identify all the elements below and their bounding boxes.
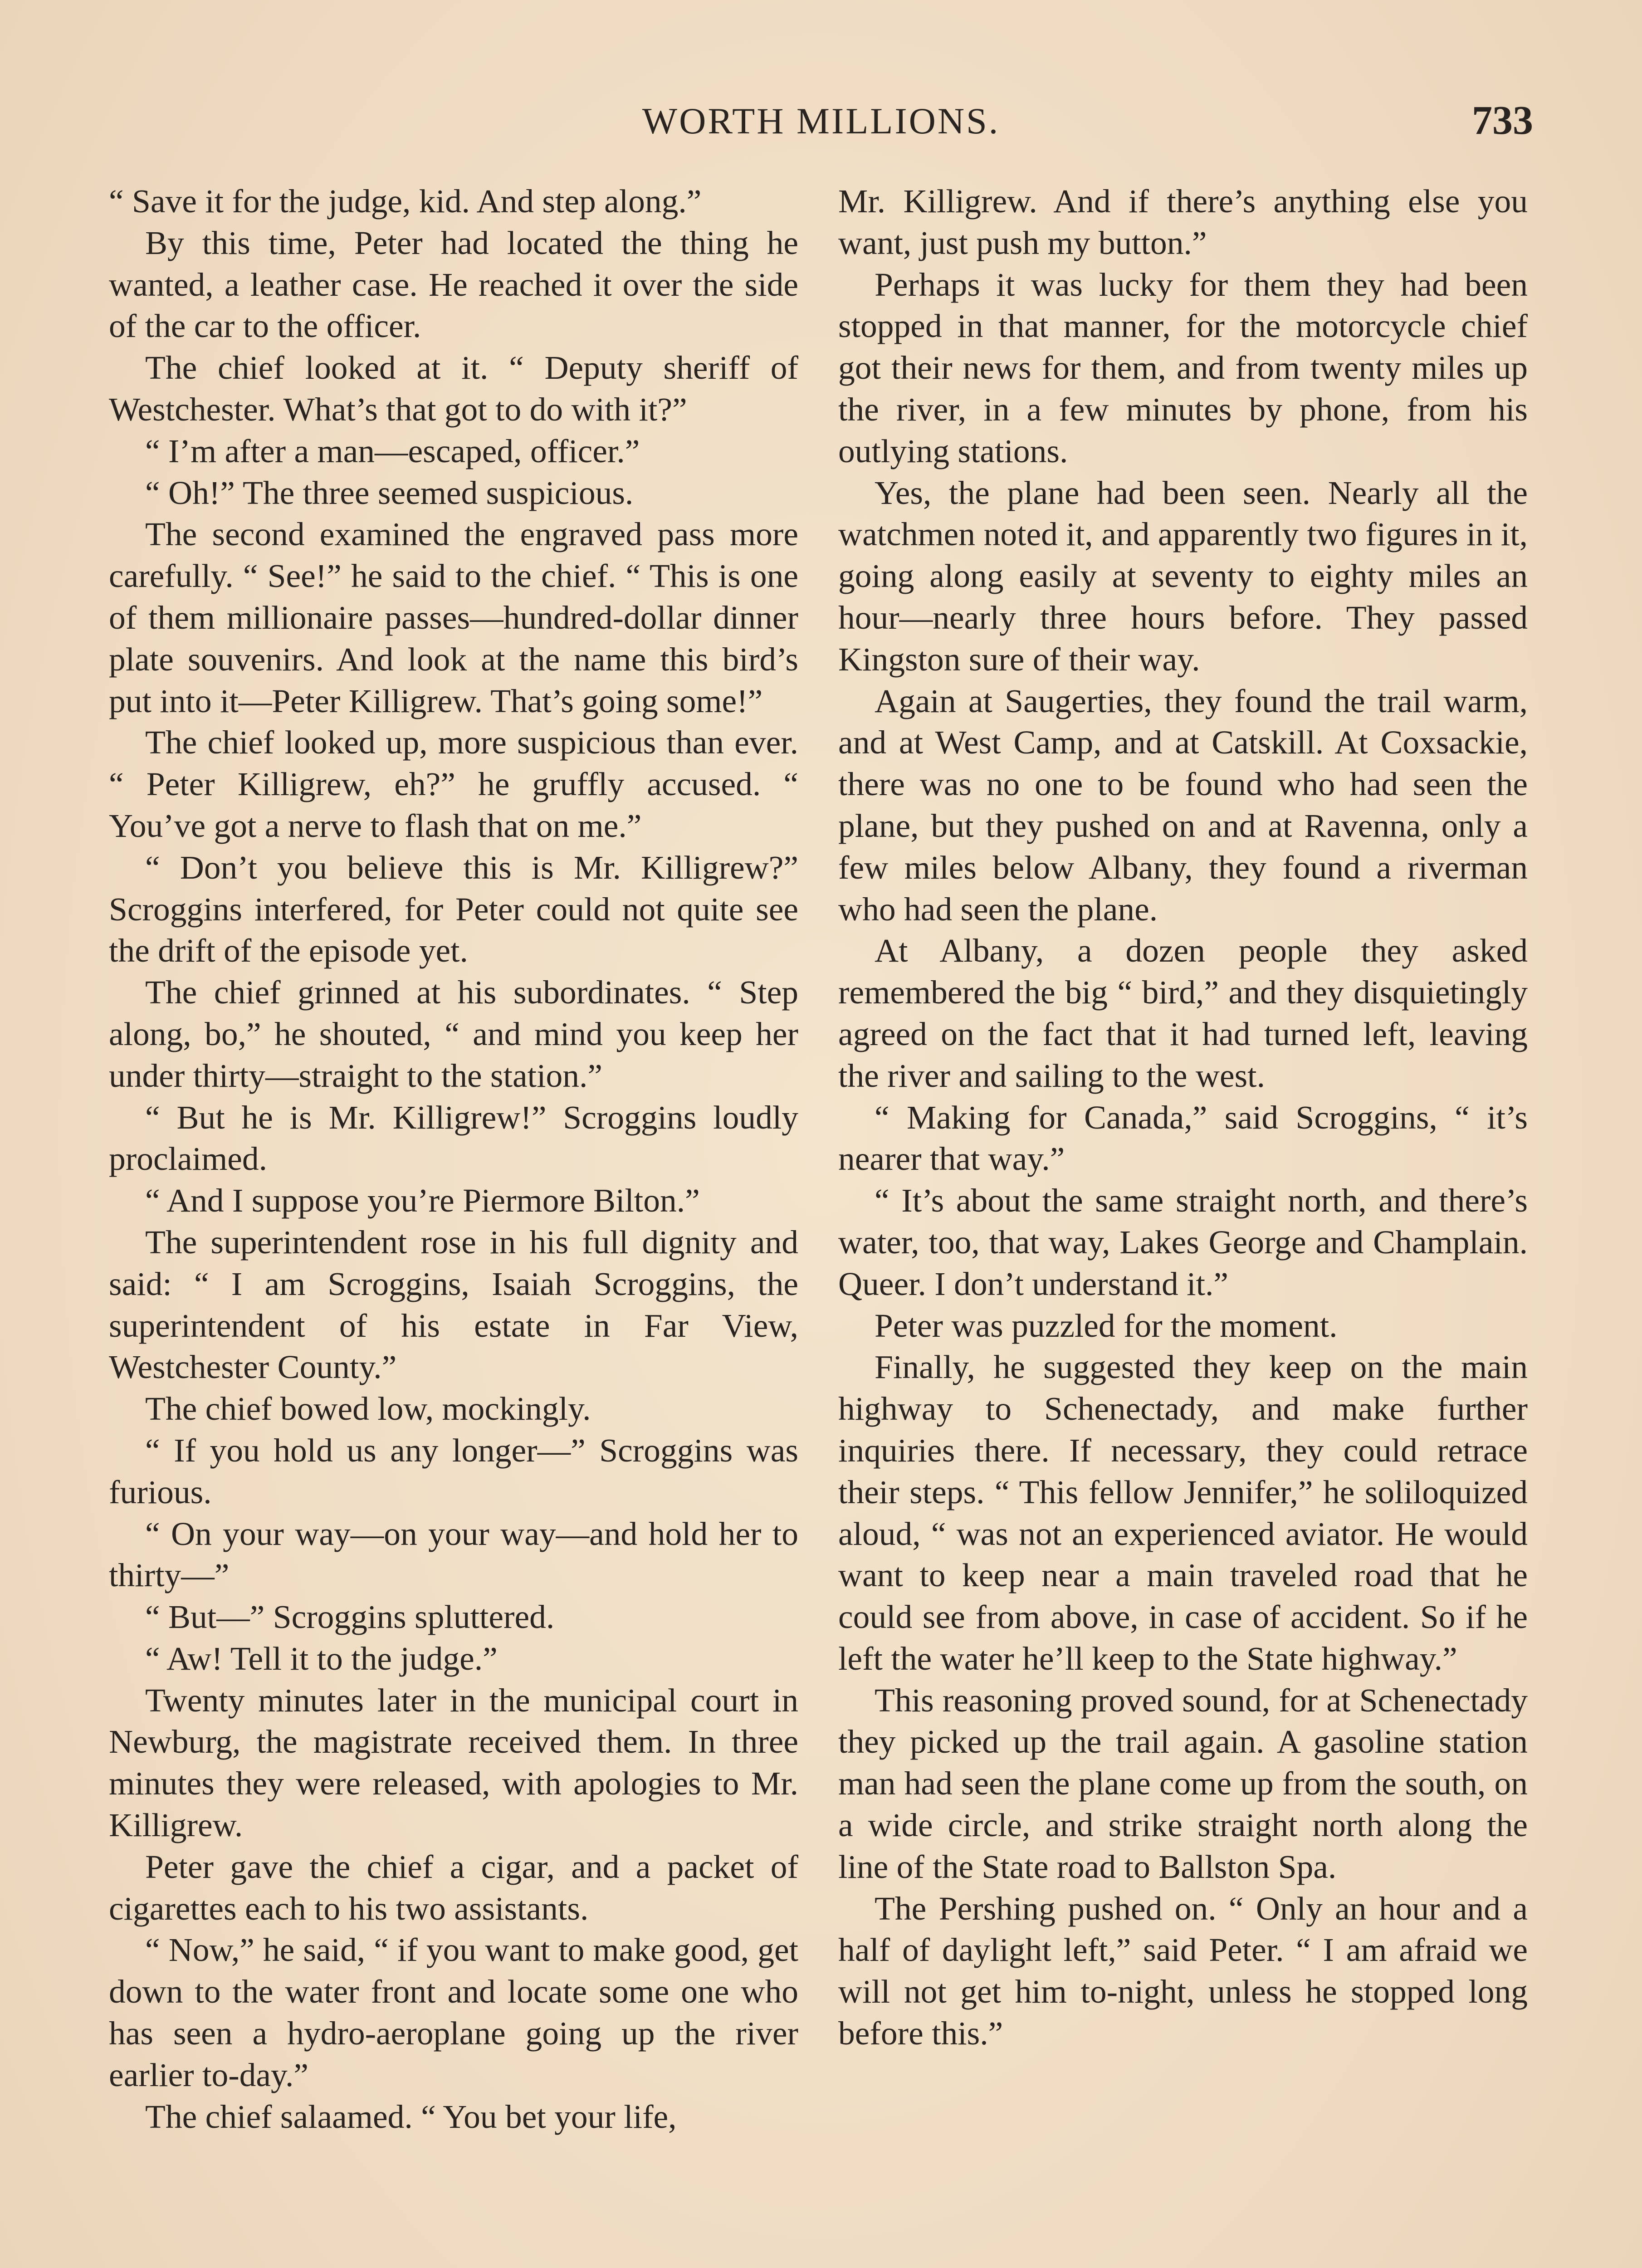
paragraph: By this time, Peter had located the thing he wanted, a leather case. He reached it over the side of the car to the officer. <box>109 224 798 345</box>
paragraph: “ But he is Mr. Killigrew!” Scroggins loudly proclaimed. <box>109 1099 798 1178</box>
paragraph: “ On your way—on your way—and hold her to thirty—” <box>109 1515 798 1594</box>
paragraph: The chief looked up, more suspicious than ever. “ Peter Killigrew, eh?” he gruffly accused. “ You’ve got a nerve to flash that on me.” <box>109 724 798 844</box>
running-title: WORTH MILLIONS. <box>642 100 1000 142</box>
paragraph: “ I’m after a man—escaped, officer.” <box>145 432 640 469</box>
paragraph: The chief grinned at his subordinates. “ Step along, bo,” he shouted, “ and mind you keep her under thirty—straight to the station.” <box>109 974 798 1094</box>
paragraph: The second examined the engraved pass more carefully. “ See!” he said to the chief. “ This is one of them millionaire passes—hundred-dollar dinner plate souvenirs. And look at the name this bird’s put into it—Peter Killigrew. That’s going some!” <box>109 516 798 719</box>
paragraph: The superintendent rose in his full dignity and said: “ I am Scroggins, Isaiah Scroggins, the superintendent of his estate in Far View, Westchester County.” <box>109 1223 798 1386</box>
paragraph: “ And I suppose you’re Piermore Bilton.” <box>145 1182 700 1219</box>
paragraph: Again at Saugerties, they found the trail warm, and at West Camp, and at Catskill. At Coxsackie, there was no one to be found who had seen the plane, but they pushed on and at Ravenna, only a few miles below Albany, they found a riverman who had seen the plane. <box>838 682 1528 928</box>
paragraph: The chief looked at it. “ Deputy sheriff of Westchester. What’s that got to do with it?” <box>109 349 798 428</box>
paragraph: Mr. Killigrew. And if there’s anything else you want, just push my button.” <box>838 183 1528 261</box>
paragraph: “ Making for Canada,” said Scroggins, “ it’s nearer that way.” <box>838 1099 1528 1178</box>
paragraph: The chief salaamed. “ You bet your life, <box>145 2098 677 2135</box>
right-text-column <box>838 181 1528 2054</box>
paragraph: Finally, he suggested they keep on the main highway to Schenectady, and make further inquiries there. If necessary, they could retrace their steps. “ This fellow Jennifer,” he soliloquized aloud, “ was not an experienced aviator. He would want to keep near a main traveled road that he could see from above, in case of accident. So if he left the water he’ll keep to the State highway.” <box>838 1349 1528 1677</box>
paragraph: Twenty minutes later in the municipal court in Newburg, the magistrate received them. In three minutes they were released, with apologies to Mr. Killigrew. <box>109 1681 798 1844</box>
paragraph: At Albany, a dozen people they asked remembered the big “ bird,” and they disquietingly agreed on the fact that it had turned left, leaving the river and sailing to the west. <box>838 932 1528 1094</box>
paragraph: “ Oh!” The three seemed suspicious. <box>145 474 634 511</box>
paragraph: “ Don’t you believe this is Mr. Killigrew?” Scroggins interfered, for Peter could not quite see the drift of the episode yet. <box>109 849 798 969</box>
paragraph: “ Aw! Tell it to the judge.” <box>145 1640 498 1677</box>
paragraph: Perhaps it was lucky for them they had been stopped in that manner, for the motorcycle chief got their news for them, and from twenty miles up the river, in a few minutes by phone, from his outlying stations. <box>838 266 1528 469</box>
paragraph: “ Now,” he said, “ if you want to make good, get down to the water front and locate some one who has seen a hydro-aeroplane going up the river earlier to-day.” <box>109 1931 798 2093</box>
paragraph: The Pershing pushed on. “ Only an hour and a half of daylight left,” said Peter. “ I am afraid we will not get him to-night, unless he stopped long before this.” <box>838 1890 1528 2052</box>
paragraph: “ Save it for the judge, kid. And step along.” <box>109 183 702 220</box>
paragraph: Peter gave the chief a cigar, and a packet of cigarettes each to his two assistants. <box>109 1848 798 1927</box>
paragraph: This reasoning proved sound, for at Schenectady they picked up the trail again. A gasoline station man had seen the plane come up from the south, on a wide circle, and strike straight north along the line of the State road to Ballston Spa. <box>838 1681 1528 1885</box>
paragraph: “ It’s about the same straight north, and there’s water, too, that way, Lakes George and Champlain. Queer. I don’t understand it.” <box>838 1182 1528 1302</box>
paragraph: “ But—” Scroggins spluttered. <box>145 1598 555 1636</box>
paragraph: “ If you hold us any longer—” Scroggins was furious. <box>109 1432 798 1510</box>
paragraph: Peter was puzzled for the moment. <box>875 1307 1338 1344</box>
left-text-column <box>109 181 798 2137</box>
page-number: 733 <box>1472 98 1533 143</box>
page-header <box>109 95 1533 150</box>
paragraph: Yes, the plane had been seen. Nearly all the watchmen noted it, and apparently two figures in it, going along easily at seventy to eighty miles an hour—nearly three hours before. They passed Kingston sure of their way. <box>838 474 1528 678</box>
paragraph: The chief bowed low, mockingly. <box>145 1390 591 1427</box>
